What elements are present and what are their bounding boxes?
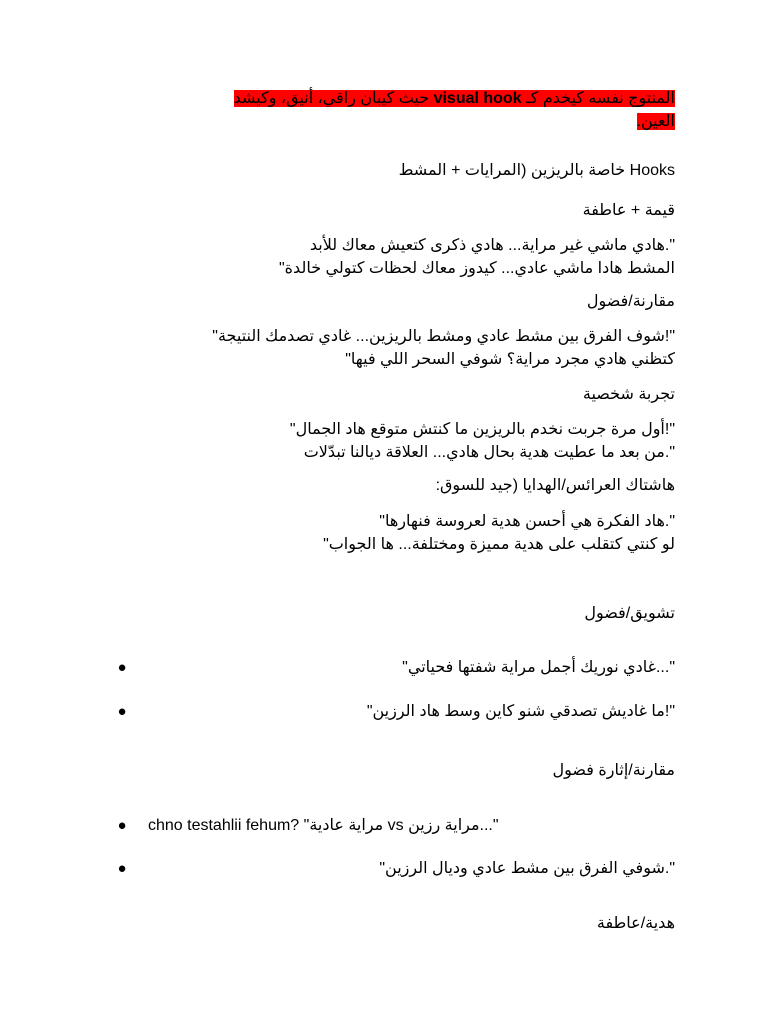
intro-line-1 [135, 87, 675, 110]
list-item [110, 814, 675, 838]
intro-highlight-2: العين. [636, 113, 675, 130]
section-value-emotion-heading: قيمة + عاطفة [582, 202, 675, 219]
section-value-emotion-body [135, 234, 675, 280]
section-comparison-curiosity-heading: مقارنة/فضول [586, 293, 675, 310]
intro-paragraph [135, 87, 675, 133]
teaser-heading: تشويق/فضول [584, 605, 675, 622]
bullet-icon: ● [117, 659, 127, 676]
section-comparison-curiosity-body [135, 325, 675, 371]
intro-text-b: حيث كيبان راقي، أنيق، وكيشد [233, 90, 430, 107]
section-comparison-curiosity-line-1: "!شوف الفرق بين مشط عادي ومشط بالريزين... غادي تصدمك النتيجة" [212, 328, 675, 345]
comparison-heading: مقارنة/إثارة فضول [552, 762, 675, 779]
section-value-emotion-line-2: المشط هادا ماشي عادي... كيدوز معاك لحظات كتولي خالدة" [278, 260, 675, 277]
list-item [110, 700, 675, 724]
comparison-bullet-1: chno testahlii fehum? "مراية عادية vs مراية رزين..." [148, 817, 499, 834]
section-comparison-curiosity-line-2: كتظني هادي مجرد مراية؟ شوفي السحر اللي فيها" [345, 351, 675, 368]
section-hashtag-line-1: ".هاد الفكرة هي أحسن هدية لعروسة فنهارها" [379, 513, 675, 530]
section-hashtag-line-2: لو كنتي كتقلب على هدية مميزة ومختلفة... ها الجواب" [323, 536, 675, 553]
gift-heading: هدية/عاطفة [596, 915, 675, 932]
intro-line-2 [135, 110, 675, 133]
bullet-icon: ● [117, 860, 127, 877]
section-personal-experience-heading: تجربة شخصية [582, 386, 675, 403]
teaser-bullet-2: "!ما غاديش تصدقي شنو كاين وسط هاد الرزين" [366, 703, 675, 720]
section-personal-experience-line-2: ".من بعد ما عطيت هدية بحال هادي... العلاقة ديالنا تبدّلات [303, 444, 675, 461]
comparison-bullet-2: ".شوفي الفرق بين مشط عادي وديال الرزين" [379, 860, 675, 877]
section-hashtag-body [135, 510, 675, 556]
intro-visual-hook: visual hook [433, 90, 522, 107]
section-personal-experience-body [135, 418, 675, 464]
list-item [110, 857, 675, 881]
intro-text-a: المنتوج نفسه كيخدم كـ [526, 90, 675, 107]
hooks-heading: Hooks خاصة بالريزين (المرايات + المشط [398, 162, 675, 179]
section-value-emotion-line-1: ".هادي ماشي غير مراية... هادي ذكرى كتعيش معاك للأبد [309, 237, 675, 254]
section-personal-experience-line-1: "!أول مرة جربت نخدم بالريزين ما كنتش متوقع هاد الجمال" [289, 421, 675, 438]
section-hashtag-heading: هاشتاك العرائس/الهدايا (جيد للسوق: [435, 477, 675, 494]
bullet-icon: ● [117, 817, 127, 834]
list-item [110, 656, 675, 680]
intro-highlight-1 [234, 90, 675, 107]
bullet-icon: ● [117, 703, 127, 720]
teaser-bullet-1: "...غادي نوريك أجمل مراية شفتها فحياتي" [402, 659, 675, 676]
